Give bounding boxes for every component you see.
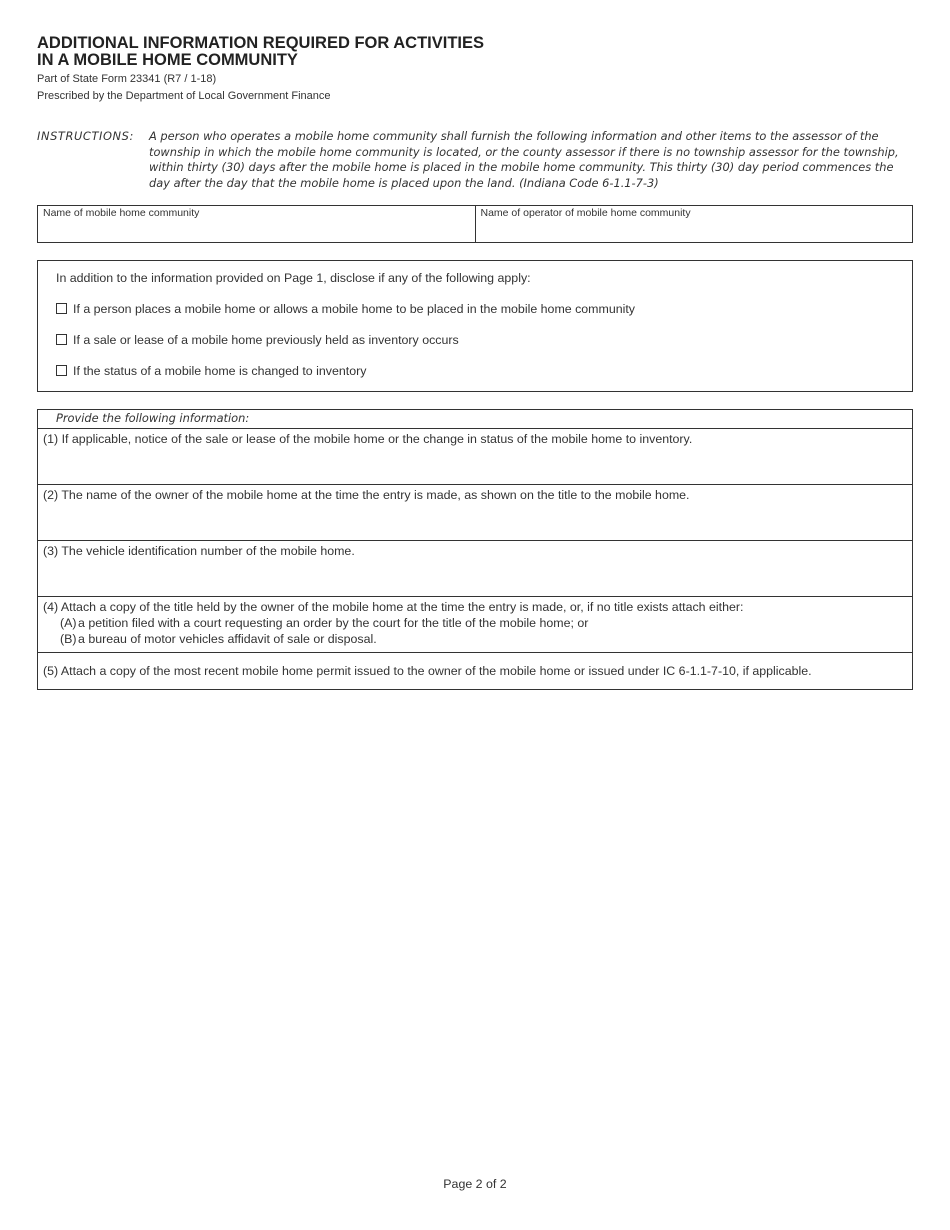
info-row-1[interactable] (38, 429, 912, 485)
info-item-4: (4) Attach a copy of the title held by the owner of the mobile home at the time the entry is made, or, if no title exists attach either: (43, 600, 744, 614)
placement-checkbox[interactable] (56, 303, 67, 314)
operator-name-label: Name of operator of mobile home community (480, 207, 691, 219)
names-table (37, 205, 913, 243)
instructions-text: A person who operates a mobile home community shall furnish the following information and other items to the assessor of the township in which the mobile home community is located, or the county assessor if there is no township assessor for the township, within thirty (30) days after the mobile home is placed in the mobile home community. This thirty (30) day period commences the day after the day that the mobile home is placed upon the land. (Indiana Code 6-1.1-7-3) (149, 129, 899, 190)
info-item-2: (2) The name of the owner of the mobile home at the time the entry is made, as shown on the title to the mobile home. (43, 488, 690, 502)
info-row-2[interactable] (38, 485, 912, 541)
disclose-option-placement (56, 302, 635, 316)
form-title-line2: IN A MOBILE HOME COMMUNITY (37, 51, 298, 69)
info-item-4a-text: a petition filed with a court requesting an order by the court for the title of the mobile home; or (78, 616, 589, 630)
info-item-3: (3) The vehicle identification number of the mobile home. (43, 544, 355, 558)
placement-label: If a person places a mobile home or allows a mobile home to be placed in the mobile home community (73, 302, 636, 316)
disclose-section (37, 260, 913, 392)
form-title-line1: ADDITIONAL INFORMATION REQUIRED FOR ACTIVITIES (37, 34, 485, 52)
page-number: Page 2 of 2 (443, 1177, 507, 1191)
info-row-5 (38, 653, 912, 689)
form-number: Part of State Form 23341 (R7 / 1-18) (37, 73, 217, 85)
instructions (37, 129, 913, 191)
disclose-option-inventory (56, 364, 366, 378)
info-row-3[interactable] (38, 541, 912, 597)
info-item-4b (43, 631, 907, 647)
sale-lease-label: If a sale or lease of a mobile home previously held as inventory occurs (73, 333, 459, 347)
info-header: Provide the following information: (38, 410, 912, 429)
prescribed-by: Prescribed by the Department of Local Government Finance (37, 90, 331, 102)
disclose-option-sale-lease (56, 333, 459, 347)
inventory-label: If the status of a mobile home is changed to inventory (73, 364, 367, 378)
info-table (37, 409, 913, 690)
info-item-4a (43, 615, 907, 631)
info-item-4b-key: (B) (60, 632, 77, 646)
operator-name-field[interactable] (475, 206, 913, 242)
info-item-5: (5) Attach a copy of the most recent mobile home permit issued to the owner of the mobile home or issued under IC 6-1.1-7-10, if applicable. (43, 664, 812, 678)
community-name-field[interactable] (38, 206, 475, 242)
info-row-4 (38, 597, 912, 653)
info-item-1: (1) If applicable, notice of the sale or lease of the mobile home or the change in status of the mobile home to inventory. (43, 432, 693, 446)
inventory-checkbox[interactable] (56, 365, 67, 376)
instructions-label: INSTRUCTIONS: (37, 129, 134, 143)
info-item-4b-text: a bureau of motor vehicles affidavit of sale or disposal. (78, 632, 377, 646)
info-item-4a-key: (A) (60, 616, 77, 630)
form-title (37, 35, 484, 69)
disclose-intro: In addition to the information provided on Page 1, disclose if any of the following apply: (56, 271, 531, 285)
sale-lease-checkbox[interactable] (56, 334, 67, 345)
community-name-label: Name of mobile home community (43, 207, 200, 219)
